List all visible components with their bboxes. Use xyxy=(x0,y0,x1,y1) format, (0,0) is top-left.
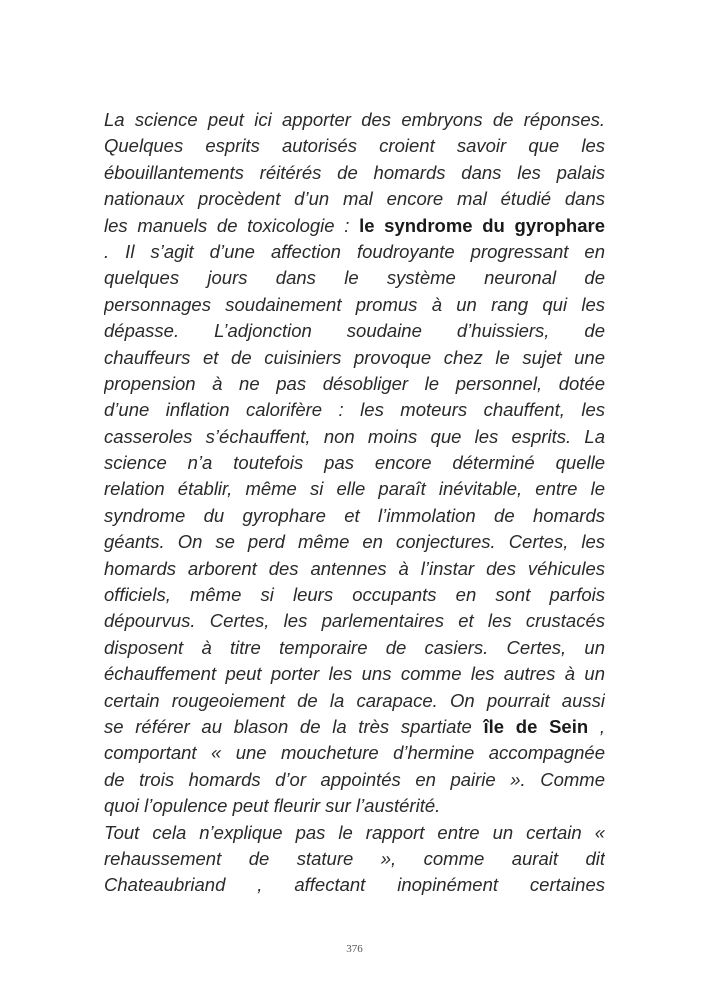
text-fragment: , xyxy=(588,715,605,737)
text-line: échauffement peut porter les uns comme les autres à un xyxy=(104,663,605,685)
text-line: Quelques esprits autorisés croient savoir que les xyxy=(104,135,605,157)
bold-term-ile-de-sein: île de Sein xyxy=(483,715,589,737)
text-line: La science peut ici apporter des embryons de réponses. xyxy=(104,109,605,130)
text-line: relation établir, même si elle paraît inévitable, entre le xyxy=(104,478,605,500)
text-line: quoi l’opulence peut fleurir sur l’austérité. xyxy=(104,795,441,817)
text-line: officiels, même si leurs occupants en sont parfois xyxy=(104,584,605,606)
text-line: rehaussement de stature », comme aurait dit xyxy=(104,847,605,869)
text-fragment: les manuels de toxicologie : xyxy=(104,214,360,236)
text-line: science n’a toutefois pas encore déterminé quelle xyxy=(104,452,605,474)
text-line: syndrome du gyrophare et l’immolation de homards xyxy=(104,504,605,526)
text-line: propension à ne pas désobliger le personnel, dotée xyxy=(104,372,605,394)
text-line: nationaux procèdent d’un mal encore mal étudié dans xyxy=(104,188,605,210)
text-line: chauffeurs et de cuisiniers provoque chez le sujet une xyxy=(104,346,605,368)
text-line: comportant « une moucheture d’hermine accompagnée xyxy=(104,742,605,764)
text-line xyxy=(104,213,605,239)
text-line: personnages soudainement promus à un rang qui les xyxy=(104,293,605,315)
text-line: . Il s’agit d’une affection foudroyante progressant en xyxy=(104,240,605,262)
text-line: d’une inflation calorifère : les moteurs chauffent, les xyxy=(104,399,605,421)
text-line: géants. On se perd même en conjectures. Certes, les xyxy=(104,531,605,553)
text-line: disposent à titre temporaire de casiers. Certes, un xyxy=(104,636,605,658)
text-fragment: se référer au blason de la très spartiate xyxy=(104,715,484,737)
bold-term-gyrophare: le syndrome du gyrophare xyxy=(359,214,605,236)
text-line: de trois homards d’or appointés en pairie ». Comme xyxy=(104,768,605,790)
text-line: ébouillantements réitérés de homards dans les palais xyxy=(104,161,605,183)
body-text xyxy=(104,107,605,899)
text-line: Tout cela n’explique pas le rapport entre un certain « xyxy=(104,821,605,843)
text-line: homards arborent des antennes à l’instar des véhicules xyxy=(104,557,605,579)
text-line: dépasse. L’adjonction soudaine d’huissiers, de xyxy=(104,320,605,342)
text-line: certain rougeoiement de la carapace. On pourrait aussi xyxy=(104,689,605,711)
text-line: quelques jours dans le système neuronal de xyxy=(104,267,605,289)
text-line: Chateaubriand , affectant inopinément certaines xyxy=(104,874,605,896)
text-line: casseroles s’échauffent, non moins que les esprits. La xyxy=(104,425,605,447)
text-line: dépourvus. Certes, les parlementaires et les crustacés xyxy=(104,610,605,632)
text-line xyxy=(104,714,605,740)
page-number: 376 xyxy=(346,943,363,955)
